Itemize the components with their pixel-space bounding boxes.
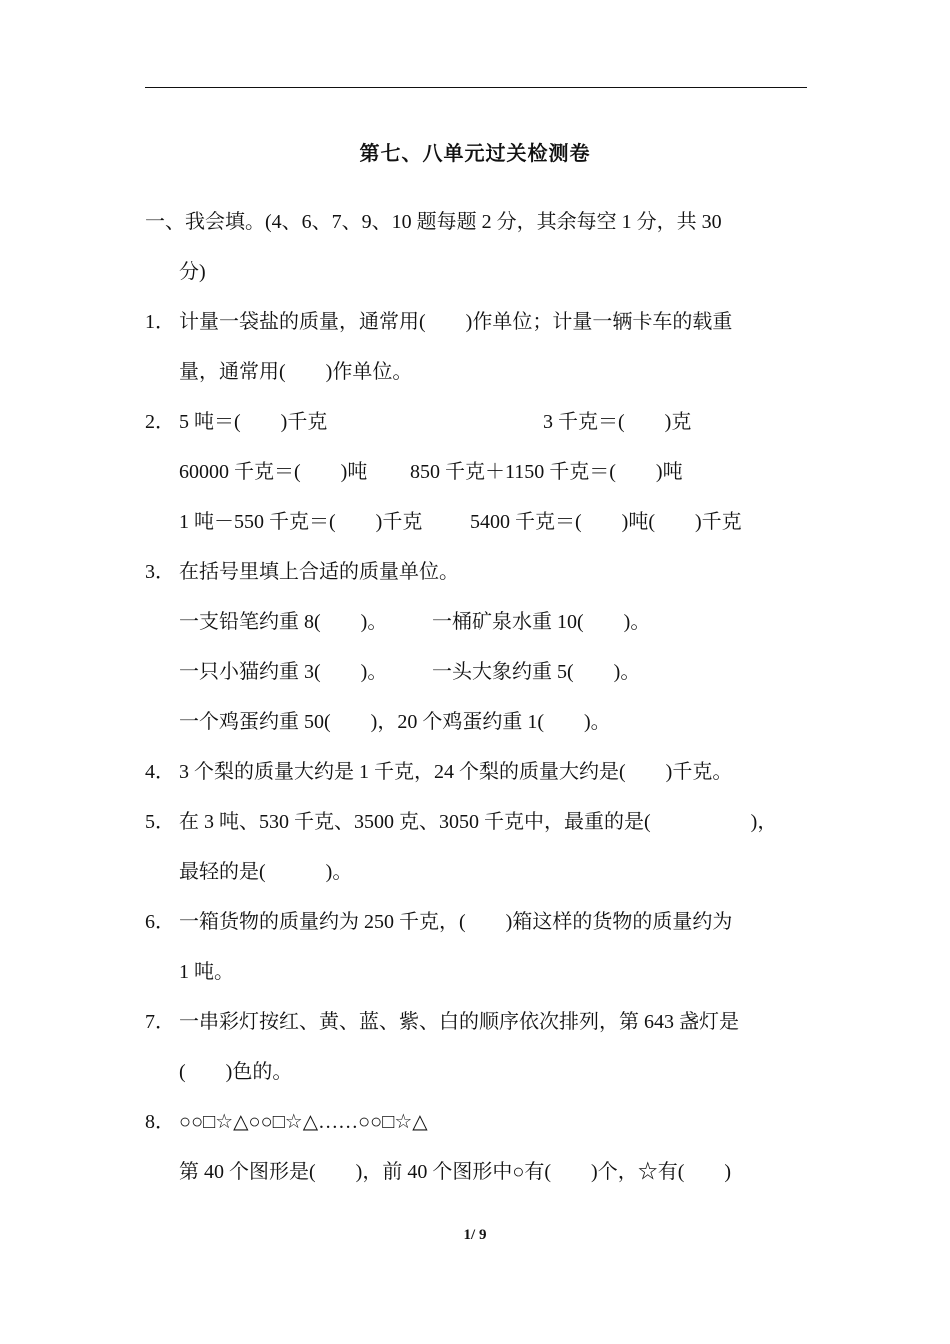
q1-text: 计量一袋盐的质量，通常用( )作单位；计量一辆卡车的载重 — [179, 311, 733, 333]
q6-text: 一箱货物的质量约为 250 千克，( )箱这样的货物的质量约为 — [179, 911, 733, 933]
q6-number: 6． — [145, 911, 175, 933]
q1-number: 1． — [145, 311, 175, 333]
page-number: 1/ 9 — [463, 1227, 487, 1243]
q2-item-a: 5 吨＝( )千克 — [179, 411, 328, 433]
q7-text-cont: ( )色的。 — [179, 1061, 293, 1083]
q7-text: 一串彩灯按红、黄、蓝、紫、白的顺序依次排列，第 643 盏灯是 — [179, 1011, 739, 1033]
q5-number: 5． — [145, 811, 175, 833]
q5-text: 在 3 吨、530 千克、3500 克、3050 千克中，最重的是( )， — [179, 811, 778, 833]
q4-number: 4． — [145, 761, 175, 783]
q3-item-a: 一支铅笔约重 8( )。 — [179, 611, 388, 633]
q6-text-cont: 1 吨。 — [179, 961, 234, 983]
q3-number: 3． — [145, 561, 175, 583]
q3-item-c: 一只小猫约重 3( )。 — [179, 661, 388, 683]
q2-number: 2． — [145, 411, 175, 433]
q7-number: 7． — [145, 1011, 175, 1033]
q2-item-f: 5400 千克＝( )吨( )千克 — [470, 511, 742, 533]
q8-number: 8． — [145, 1111, 175, 1133]
q2-item-d: 850 千克＋1150 千克＝( )吨 — [410, 461, 683, 483]
q3-item-e: 一个鸡蛋约重 50( )，20 个鸡蛋约重 1( )。 — [179, 711, 611, 733]
q8-text: 第 40 个图形是( )，前 40 个图形中○有( )个，☆有( ) — [179, 1161, 732, 1183]
q3-item-b: 一桶矿泉水重 10( )。 — [432, 611, 651, 633]
page-title: 第七、八单元过关检测卷 — [359, 143, 591, 165]
q2-item-c: 60000 千克＝( )吨 — [179, 461, 368, 483]
q8-shape-sequence: ○○□☆△○○□☆△……○○□☆△ — [179, 1111, 428, 1133]
q2-item-b: 3 千克＝( )克 — [543, 411, 692, 433]
header-rule — [145, 87, 807, 88]
q2-item-e: 1 吨－550 千克＝( )千克 — [179, 511, 423, 533]
q3-intro: 在括号里填上合适的质量单位。 — [179, 561, 459, 583]
section-heading-cont: 分) — [179, 261, 206, 283]
q4-text: 3 个梨的质量大约是 1 千克，24 个梨的质量大约是( )千克。 — [179, 761, 733, 783]
q3-item-d: 一头大象约重 5( )。 — [432, 661, 641, 683]
q1-text-cont: 量，通常用( )作单位。 — [179, 361, 413, 383]
section-heading: 一、我会填。(4、6、7、9、10 题每题 2 分，其余每空 1 分，共 30 — [145, 211, 722, 233]
q5-text-cont: 最轻的是( )。 — [179, 861, 353, 883]
